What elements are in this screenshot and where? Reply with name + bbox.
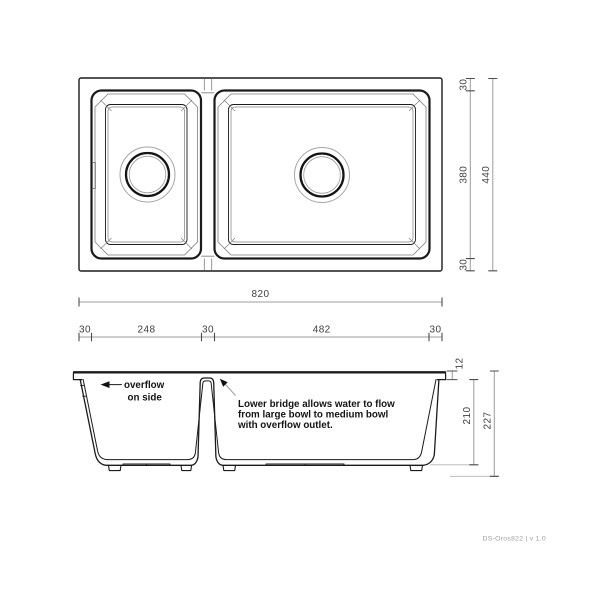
small-bowl-drain-icon — [120, 147, 175, 202]
dim-label-rim-thickness: 12 — [454, 357, 466, 370]
dim-label-rim-top: 30 — [458, 78, 470, 91]
bridge-note-line2: from large bowl to medium bowl — [238, 409, 389, 421]
dim-label-overall-height: 440 — [480, 165, 492, 184]
overflow-arrow-icon — [101, 381, 110, 388]
dim-label-bridge-width: 30 — [202, 324, 214, 336]
bridge-annotation — [220, 379, 395, 431]
small-bowl-floor-inner — [108, 107, 185, 242]
dim-label-rim-left: 30 — [79, 324, 91, 336]
dim-label-small-bowl-width: 248 — [137, 324, 156, 336]
large-bowl-floor-inner — [231, 107, 413, 242]
top-view — [79, 78, 442, 271]
section-view-dimensions — [447, 358, 499, 477]
bridge-note-line3: with overflow outlet. — [238, 420, 333, 431]
large-bowl-drain-icon — [295, 148, 350, 203]
dim-label-bowl-depth: 210 — [461, 406, 473, 425]
large-bowl-rim-inner — [218, 94, 426, 255]
small-bowl-rim-inner — [95, 94, 198, 255]
bridge-note-line1: Lower bridge allows water to flow — [238, 399, 395, 410]
large-bowl-plan — [215, 91, 430, 259]
dim-label-rim-right: 30 — [429, 324, 442, 336]
overflow-note-line2: on side — [127, 392, 162, 404]
section-feet — [109, 465, 423, 470]
overflow-note-line1: overflow — [124, 380, 165, 391]
small-bowl-corner-drafts — [101, 100, 193, 249]
small-bowl-plan — [92, 91, 202, 259]
large-bowl-corner-drafts — [224, 100, 420, 249]
overflow-slot-plan — [93, 163, 96, 189]
section-view — [73, 372, 499, 476]
section-extension-lines — [430, 465, 499, 477]
top-view-dimensions — [79, 79, 497, 342]
dim-label-overall-width: 820 — [251, 289, 270, 300]
drawing-reference: DS-Oros822 | v 1.0 — [482, 535, 546, 543]
large-bowl-rim — [215, 91, 430, 259]
bridge-arrow-line — [226, 385, 236, 396]
dim-label-rim-bottom: 30 — [458, 258, 470, 271]
large-bowl-floor — [229, 105, 416, 245]
dim-label-bowl-height: 380 — [458, 165, 470, 184]
bridge-plan-lines — [201, 79, 214, 271]
overflow-annotation — [101, 380, 165, 404]
dim-label-large-bowl-width: 482 — [312, 324, 331, 336]
dim-label-overall-depth: 227 — [482, 411, 494, 430]
